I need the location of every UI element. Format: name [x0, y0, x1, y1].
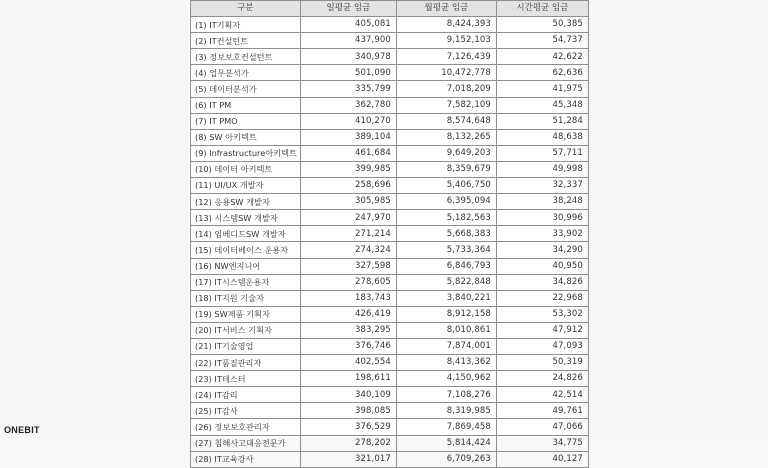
monthly-wage-cell: 6,846,793	[396, 258, 496, 274]
job-title-cell: (28) IT교육강사	[191, 451, 301, 467]
daily-wage-cell: 362,780	[300, 97, 396, 113]
daily-wage-cell: 278,202	[300, 435, 396, 451]
monthly-wage-cell: 5,814,424	[396, 435, 496, 451]
job-title-cell: (3) 정보보호컨설턴트	[191, 49, 301, 65]
monthly-wage-cell: 8,359,679	[396, 161, 496, 177]
hourly-wage-cell: 45,348	[496, 97, 588, 113]
hourly-wage-cell: 47,093	[496, 338, 588, 354]
hourly-wage-cell: 24,826	[496, 371, 588, 387]
hourly-wage-cell: 33,902	[496, 226, 588, 242]
hourly-wage-cell: 30,996	[496, 210, 588, 226]
job-title-cell: (19) SW제품 기획자	[191, 306, 301, 322]
daily-wage-cell: 183,743	[300, 290, 396, 306]
table-row	[191, 81, 589, 97]
hourly-wage-cell: 34,290	[496, 242, 588, 258]
hourly-wage-cell: 40,127	[496, 451, 588, 467]
job-title-cell: (24) IT감리	[191, 387, 301, 403]
header-monthly-wage: 월평균 임금	[396, 1, 496, 17]
job-title-cell: (22) IT품질관리자	[191, 355, 301, 371]
table-row	[191, 338, 589, 354]
wage-table-header	[191, 1, 589, 17]
job-title-cell: (18) IT지원 기술자	[191, 290, 301, 306]
daily-wage-cell: 321,017	[300, 451, 396, 467]
job-title-cell: (17) IT시스템운용자	[191, 274, 301, 290]
hourly-wage-cell: 22,968	[496, 290, 588, 306]
hourly-wage-cell: 49,998	[496, 161, 588, 177]
table-row	[191, 435, 589, 451]
job-title-cell: (8) SW 아키텍트	[191, 129, 301, 145]
hourly-wage-cell: 34,775	[496, 435, 588, 451]
table-row	[191, 371, 589, 387]
hourly-wage-cell: 57,711	[496, 145, 588, 161]
hourly-wage-cell: 49,761	[496, 403, 588, 419]
monthly-wage-cell: 7,108,276	[396, 387, 496, 403]
hourly-wage-cell: 41,975	[496, 81, 588, 97]
wage-table-body	[191, 17, 589, 468]
job-title-cell: (13) 시스템SW 개발자	[191, 210, 301, 226]
monthly-wage-cell: 5,182,563	[396, 210, 496, 226]
monthly-wage-cell: 8,319,985	[396, 403, 496, 419]
daily-wage-cell: 247,970	[300, 210, 396, 226]
daily-wage-cell: 410,270	[300, 113, 396, 129]
daily-wage-cell: 271,214	[300, 226, 396, 242]
monthly-wage-cell: 7,874,001	[396, 338, 496, 354]
table-row	[191, 194, 589, 210]
hourly-wage-cell: 51,284	[496, 113, 588, 129]
hourly-wage-cell: 54,737	[496, 33, 588, 49]
daily-wage-cell: 426,419	[300, 306, 396, 322]
daily-wage-cell: 198,611	[300, 371, 396, 387]
job-title-cell: (5) 데이터분석가	[191, 81, 301, 97]
job-title-cell: (10) 데이터 아키텍트	[191, 161, 301, 177]
header-daily-wage: 일평균 임금	[300, 1, 396, 17]
hourly-wage-cell: 34,826	[496, 274, 588, 290]
table-row	[191, 451, 589, 467]
monthly-wage-cell: 6,709,263	[396, 451, 496, 467]
daily-wage-cell: 335,799	[300, 81, 396, 97]
monthly-wage-cell: 8,413,362	[396, 355, 496, 371]
monthly-wage-cell: 8,912,158	[396, 306, 496, 322]
job-title-cell: (14) 임베디드SW 개발자	[191, 226, 301, 242]
daily-wage-cell: 405,081	[300, 17, 396, 33]
monthly-wage-cell: 5,406,750	[396, 178, 496, 194]
hourly-wage-cell: 47,066	[496, 419, 588, 435]
table-row	[191, 274, 589, 290]
daily-wage-cell: 383,295	[300, 322, 396, 338]
table-row	[191, 242, 589, 258]
monthly-wage-cell: 10,472,778	[396, 65, 496, 81]
monthly-wage-cell: 3,840,221	[396, 290, 496, 306]
job-title-cell: (1) IT기획자	[191, 17, 301, 33]
table-row	[191, 403, 589, 419]
monthly-wage-cell: 6,395,094	[396, 194, 496, 210]
table-row	[191, 387, 589, 403]
hourly-wage-cell: 62,636	[496, 65, 588, 81]
daily-wage-cell: 376,746	[300, 338, 396, 354]
table-row	[191, 306, 589, 322]
job-title-cell: (27) 침해사고대응전문가	[191, 435, 301, 451]
monthly-wage-cell: 8,574,648	[396, 113, 496, 129]
daily-wage-cell: 340,109	[300, 387, 396, 403]
monthly-wage-cell: 9,649,203	[396, 145, 496, 161]
job-title-cell: (26) 정보보호관리자	[191, 419, 301, 435]
wage-table	[190, 0, 589, 468]
monthly-wage-cell: 4,150,962	[396, 371, 496, 387]
table-row	[191, 129, 589, 145]
daily-wage-cell: 305,985	[300, 194, 396, 210]
table-row	[191, 145, 589, 161]
hourly-wage-cell: 50,319	[496, 355, 588, 371]
monthly-wage-cell: 8,010,861	[396, 322, 496, 338]
monthly-wage-cell: 8,132,265	[396, 129, 496, 145]
table-row	[191, 49, 589, 65]
hourly-wage-cell: 42,622	[496, 49, 588, 65]
daily-wage-cell: 398,085	[300, 403, 396, 419]
hourly-wage-cell: 40,950	[496, 258, 588, 274]
table-row	[191, 113, 589, 129]
hourly-wage-cell: 47,912	[496, 322, 588, 338]
daily-wage-cell: 340,978	[300, 49, 396, 65]
job-title-cell: (16) NW엔지니어	[191, 258, 301, 274]
daily-wage-cell: 402,554	[300, 355, 396, 371]
job-title-cell: (6) IT PM	[191, 97, 301, 113]
table-row	[191, 65, 589, 81]
daily-wage-cell: 461,684	[300, 145, 396, 161]
hourly-wage-cell: 50,385	[496, 17, 588, 33]
table-row	[191, 226, 589, 242]
onebit-logo: ONEBIT	[4, 425, 40, 435]
job-title-cell: (25) IT감사	[191, 403, 301, 419]
job-title-cell: (23) IT테스터	[191, 371, 301, 387]
job-title-cell: (4) 업무분석가	[191, 65, 301, 81]
daily-wage-cell: 327,598	[300, 258, 396, 274]
header-row	[191, 1, 589, 17]
table-row	[191, 161, 589, 177]
table-row	[191, 178, 589, 194]
table-row	[191, 97, 589, 113]
daily-wage-cell: 399,985	[300, 161, 396, 177]
table-row	[191, 258, 589, 274]
monthly-wage-cell: 5,668,383	[396, 226, 496, 242]
daily-wage-cell: 501,090	[300, 65, 396, 81]
job-title-cell: (15) 데이터베이스 운용자	[191, 242, 301, 258]
job-title-cell: (2) IT컨설턴트	[191, 33, 301, 49]
monthly-wage-cell: 7,018,209	[396, 81, 496, 97]
monthly-wage-cell: 7,126,439	[396, 49, 496, 65]
job-title-cell: (9) Infrastructure아키텍트	[191, 145, 301, 161]
hourly-wage-cell: 32,337	[496, 178, 588, 194]
monthly-wage-cell: 9,152,103	[396, 33, 496, 49]
daily-wage-cell: 258,696	[300, 178, 396, 194]
daily-wage-cell: 389,104	[300, 129, 396, 145]
table-row	[191, 33, 589, 49]
hourly-wage-cell: 42,514	[496, 387, 588, 403]
hourly-wage-cell: 53,302	[496, 306, 588, 322]
job-title-cell: (20) IT서비스 기획자	[191, 322, 301, 338]
monthly-wage-cell: 7,869,458	[396, 419, 496, 435]
header-hourly-wage: 시간평균 임금	[496, 1, 588, 17]
table-row	[191, 290, 589, 306]
header-category: 구분	[191, 1, 301, 17]
job-title-cell: (7) IT PMO	[191, 113, 301, 129]
job-title-cell: (21) IT기술영업	[191, 338, 301, 354]
table-row	[191, 419, 589, 435]
table-row	[191, 210, 589, 226]
hourly-wage-cell: 38,248	[496, 194, 588, 210]
monthly-wage-cell: 5,733,364	[396, 242, 496, 258]
table-row	[191, 355, 589, 371]
daily-wage-cell: 278,605	[300, 274, 396, 290]
daily-wage-cell: 274,324	[300, 242, 396, 258]
monthly-wage-cell: 8,424,393	[396, 17, 496, 33]
monthly-wage-cell: 5,822,848	[396, 274, 496, 290]
job-title-cell: (11) UI/UX 개발자	[191, 178, 301, 194]
monthly-wage-cell: 7,582,109	[396, 97, 496, 113]
job-title-cell: (12) 응용SW 개발자	[191, 194, 301, 210]
table-row	[191, 322, 589, 338]
daily-wage-cell: 437,900	[300, 33, 396, 49]
table-row	[191, 17, 589, 33]
hourly-wage-cell: 48,638	[496, 129, 588, 145]
daily-wage-cell: 376,529	[300, 419, 396, 435]
